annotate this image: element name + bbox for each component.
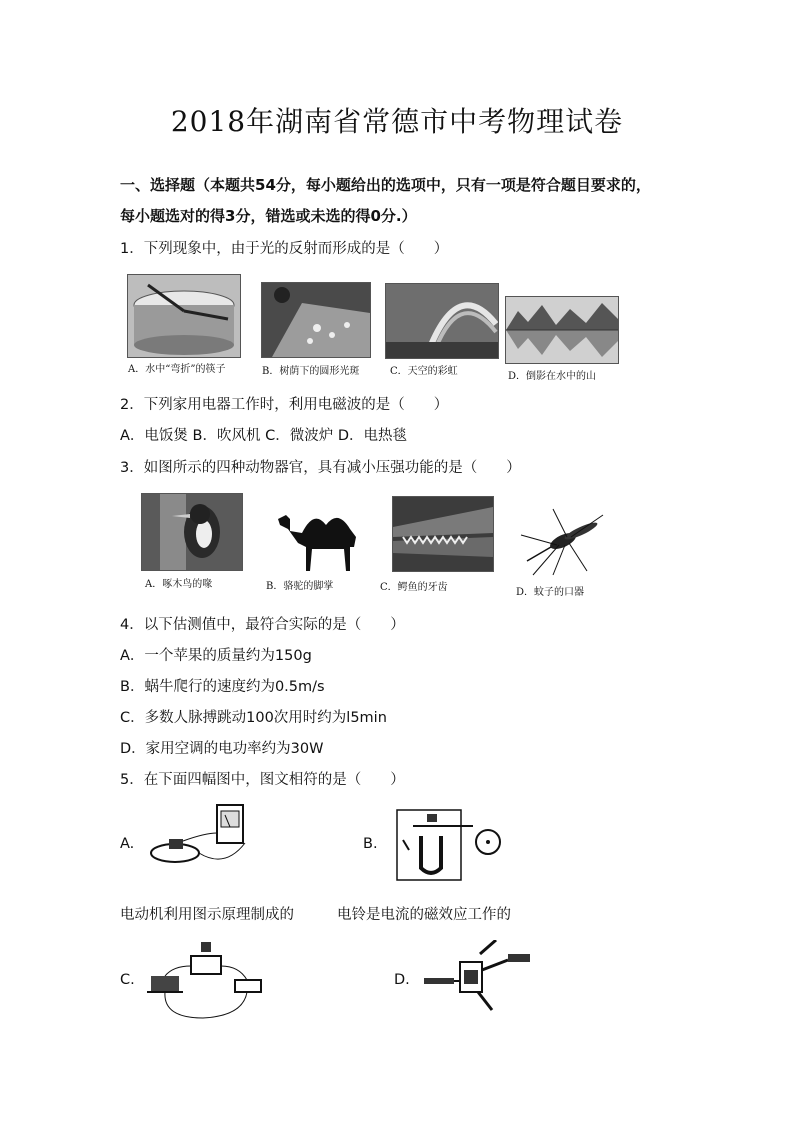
mosquito-image xyxy=(513,505,613,577)
q3-option-a: A．啄木鸟的喙 xyxy=(145,579,213,590)
q3-figure-b xyxy=(268,503,368,573)
q1-stem: 1．下列现象中，由于光的反射而形成的是（ ） xyxy=(120,241,449,257)
q5-stem: 5．在下面四幅图中，图文相符的是（ ） xyxy=(120,772,405,788)
q5-label-a: A. xyxy=(120,836,135,852)
q1-option-b: B．树荫下的圆形光斑 xyxy=(262,366,360,377)
q3-stem: 3．如图所示的四种动物器官，具有减小压强功能的是（ ） xyxy=(120,460,521,476)
q5-caption-a: 电动机利用图示原理制成的 xyxy=(120,907,294,923)
page-title: 2018年湖南省常德市中考物理试卷 xyxy=(170,105,624,138)
q1-figure-c xyxy=(385,283,499,359)
q5-figure-a xyxy=(145,803,255,873)
q4-option-b: B．蜗牛爬行的速度约为0.5m/s xyxy=(120,679,325,695)
electric-bell-diagram xyxy=(393,806,508,884)
q5-label-b: B. xyxy=(363,836,378,852)
q5-label-d: D. xyxy=(394,972,410,988)
q3-option-c: C．鳄鱼的牙齿 xyxy=(380,582,448,593)
q2-options: A．电饭煲 B．吹风机 C．微波炉 D．电热毯 xyxy=(120,428,407,444)
relay-device-diagram xyxy=(418,940,538,1020)
q3-option-d: D．蚊子的口器 xyxy=(516,587,585,598)
q1-option-c: C．天空的彩虹 xyxy=(390,366,458,377)
section-heading-line1: 一、选择题（本题共54分，每小题给出的选项中，只有一项是符合题目要求的， xyxy=(120,176,651,194)
chopsticks-in-water-image xyxy=(128,275,240,357)
q3-figure-d xyxy=(513,505,613,577)
q2-stem: 2．下列家用电器工作时，利用电磁波的是（ ） xyxy=(120,397,449,413)
q4-option-a: A．一个苹果的质量约为150g xyxy=(120,648,312,664)
electromagnet-circuit-diagram xyxy=(143,940,268,1020)
q5-label-c: C. xyxy=(120,972,135,988)
rainbow-image xyxy=(386,284,498,358)
q1-figure-d xyxy=(505,296,619,364)
q5-figure-d xyxy=(418,940,538,1020)
q3-figure-c xyxy=(392,496,494,572)
mountain-reflection-image xyxy=(506,297,618,363)
crocodile-teeth-image xyxy=(393,497,493,571)
q1-figure-b xyxy=(261,282,371,358)
q4-stem: 4．以下估测值中，最符合实际的是（ ） xyxy=(120,617,405,633)
shade-light-spots-image xyxy=(262,283,370,357)
camel-image xyxy=(268,503,368,573)
generator-circuit-diagram xyxy=(145,803,255,873)
q3-figure-a xyxy=(141,493,243,571)
q5-caption-b: 电铃是电流的磁效应工作的 xyxy=(337,907,511,923)
q1-figure-a xyxy=(127,274,241,358)
q1-option-d: D．倒影在水中的山 xyxy=(508,371,597,382)
woodpecker-image xyxy=(142,494,242,570)
q5-figure-b xyxy=(393,806,508,884)
q5-figure-c xyxy=(143,940,268,1020)
q4-option-d: D．家用空调的电功率约为30W xyxy=(120,741,324,757)
section-heading-line2: 每小题选对的得3分，错选或未选的得0分.） xyxy=(120,207,417,225)
q3-option-b: B．骆驼的脚掌 xyxy=(266,581,334,592)
q1-option-a: A．水中“弯折”的筷子 xyxy=(128,364,226,375)
q4-option-c: C．多数人脉搏跳动100次用时约为l5min xyxy=(120,710,387,726)
